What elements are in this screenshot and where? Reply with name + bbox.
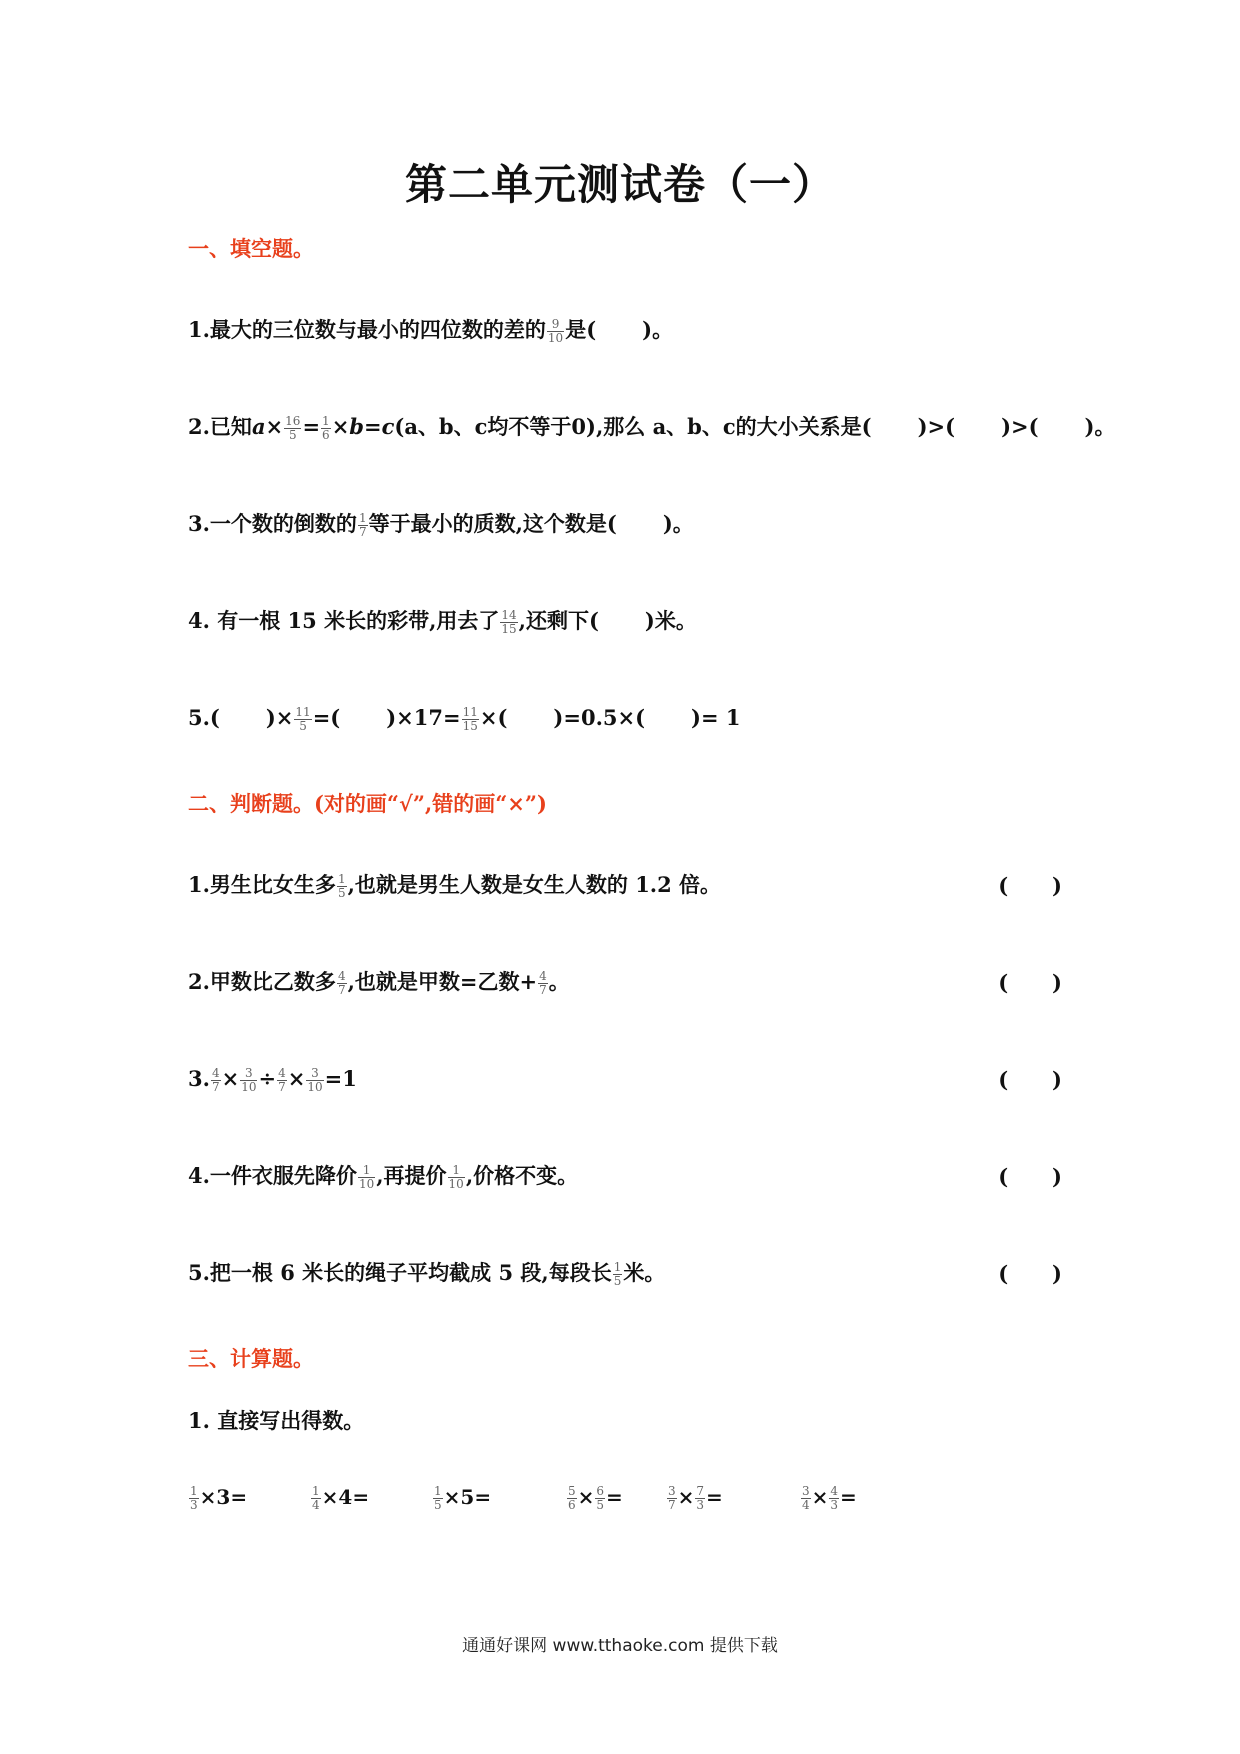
fraction: $\frac{3}{7}$ xyxy=(668,1484,676,1512)
fraction: $\frac{3}{4}$ xyxy=(802,1484,810,1512)
fraction: $\frac{16}{5}$ xyxy=(285,414,301,442)
fraction: $\frac{4}{7}$ xyxy=(278,1066,286,1094)
judge-answer-box[interactable]: ( ) xyxy=(998,1067,1062,1092)
fraction: $\frac{1}{7}$ xyxy=(358,511,367,539)
fraction: $\frac{11}{15}$ xyxy=(462,705,478,733)
footer-source: 通通好课网 www.tthaoke.com 提供下载 xyxy=(462,1636,778,1656)
judge-answer-box[interactable]: ( ) xyxy=(998,970,1062,995)
fraction: $\frac{6}{5}$ xyxy=(596,1484,605,1512)
calc-item: $\frac{1}{4}$ ×4= xyxy=(312,1484,370,1512)
section-judge-heading: 二、判断题。(对的画“√”,错的画“×”) xyxy=(188,791,547,816)
fraction: $\frac{14}{15}$ xyxy=(501,608,517,636)
fraction: $\frac{1}{6}$ xyxy=(322,414,330,442)
judge-q3: 3. $\frac{4}{7}$ × $\frac{3}{10}$ ÷ $\frac{4}{7}$ × $\frac{3}{10}$ =1 xyxy=(188,1066,357,1094)
fill-q4: 4. 有一根 15 米长的彩带,用去了 $\frac{14}{15}$ ,还剩下( )米。 xyxy=(188,608,697,636)
judge-q4: 4.一件衣服先降价 $\frac{1}{10}$ ,再提价 $\frac{1}{10}$ ,价格不变。 xyxy=(188,1163,579,1191)
judge-answer-box[interactable]: ( ) xyxy=(998,1261,1062,1286)
fraction: $\frac{9}{10}$ xyxy=(547,317,564,345)
page-title: 第二单元测试卷（一） xyxy=(404,160,835,209)
fill-q1-text-2: 是( xyxy=(565,317,597,342)
fraction: $\frac{5}{6}$ xyxy=(568,1484,576,1512)
fill-q3: 3.一个数的倒数的 $\frac{1}{7}$ 等于最小的质数,这个数是( )。 xyxy=(188,511,694,539)
calc-item: $\frac{5}{6}$ × $\frac{6}{5}$ = xyxy=(568,1484,623,1512)
section-fill-heading: 一、填空题。 xyxy=(188,236,314,261)
fraction: $\frac{7}{3}$ xyxy=(696,1484,705,1512)
fraction: $\frac{1}{4}$ xyxy=(312,1484,320,1512)
calc-q1: 1. 直接写出得数。 xyxy=(188,1408,365,1433)
fraction: $\frac{3}{10}$ xyxy=(241,1066,257,1094)
fraction: $\frac{4}{3}$ xyxy=(830,1484,839,1512)
fraction: $\frac{1}{5}$ xyxy=(434,1484,442,1512)
judge-q1: 1.男生比女生多 $\frac{1}{5}$ ,也就是男生人数是女生人数的 1.2 倍。 xyxy=(188,872,722,900)
fraction: $\frac{3}{10}$ xyxy=(307,1066,323,1094)
judge-q2: 2.甲数比乙数多 $\frac{4}{7}$ ,也就是甲数=乙数+ $\frac{4}{7}$ 。 xyxy=(188,969,570,997)
section-calc-heading: 三、计算题。 xyxy=(188,1346,314,1371)
fill-q1-text: 1.最大的三位数与最小的四位数的差的 xyxy=(188,317,546,342)
fraction: $\frac{4}{7}$ xyxy=(539,969,547,997)
fill-q5: 5.( )× $\frac{11}{5}$ =( )×17= $\frac{11}{15}$ ×( )=0.5×( )= 1 xyxy=(188,705,741,733)
judge-answer-box[interactable]: ( ) xyxy=(998,873,1062,898)
fraction: $\frac{1}{3}$ xyxy=(190,1484,198,1512)
calc-item: $\frac{1}{3}$ ×3= xyxy=(190,1484,248,1512)
fraction: $\frac{11}{5}$ xyxy=(295,705,311,733)
fraction: $\frac{1}{10}$ xyxy=(358,1163,375,1191)
fill-q2: 2.已知a× $\frac{16}{5}$ = $\frac{1}{6}$ ×b=c(a、b、c均不等于0),那么 a、b、c的大小关系是( )>( )>( )。 xyxy=(188,414,1116,442)
fill-q1: 1.最大的三位数与最小的四位数的差的 $\frac{9}{10}$ 是( )。 xyxy=(188,317,674,345)
calc-item: $\frac{3}{4}$ × $\frac{4}{3}$ = xyxy=(802,1484,857,1512)
fraction: $\frac{1}{5}$ xyxy=(337,872,346,900)
calc-item: $\frac{3}{7}$ × $\frac{7}{3}$ = xyxy=(668,1484,723,1512)
fraction: $\frac{1}{5}$ xyxy=(613,1260,622,1288)
fraction: $\frac{4}{7}$ xyxy=(211,1066,220,1094)
judge-answer-box[interactable]: ( ) xyxy=(998,1164,1062,1189)
fraction: $\frac{1}{10}$ xyxy=(448,1163,464,1191)
calc-item: $\frac{1}{5}$ ×5= xyxy=(434,1484,492,1512)
judge-q5: 5.把一根 6 米长的绳子平均截成 5 段,每段长 $\frac{1}{5}$ 米。 xyxy=(188,1260,666,1288)
fraction: $\frac{4}{7}$ xyxy=(337,969,346,997)
